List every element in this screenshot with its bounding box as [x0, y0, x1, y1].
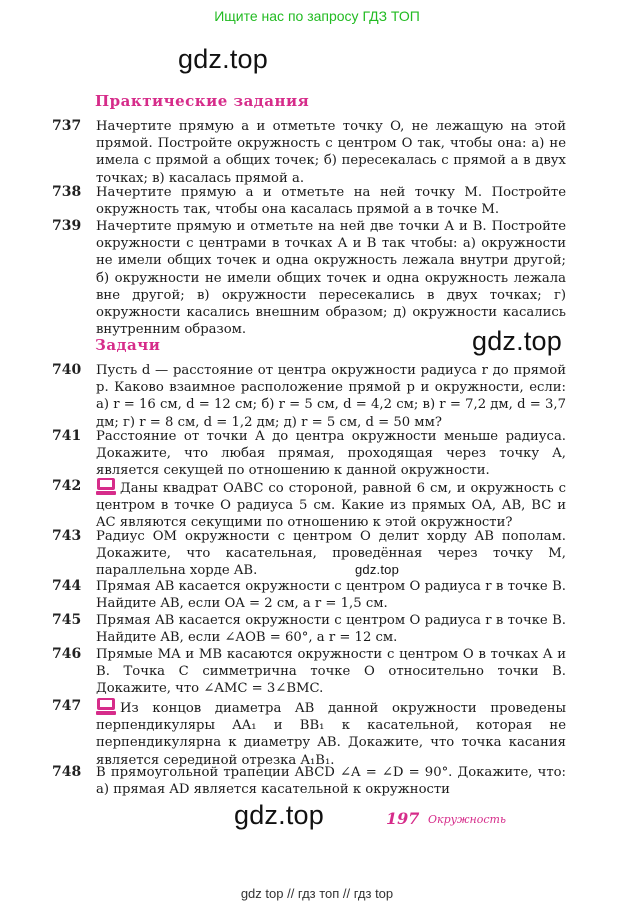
problem-744 — [52, 578, 566, 612]
problem-text: Пусть d — расстояние от центра окружности радиуса r до прямой p. Каково взаимное расположение прямой p и окружности, если: а) r = 16 см, d = 12 см; б) r = 5 см, d = 4,2 см; в) r = 7,2 дм, d = 3,7 дм; г) r = 8 см, d = 1,2 дм; д) r = 5 см, d = 50 мм? — [96, 363, 566, 430]
problem-text: Расстояние от точки A до центра окружности меньше радиуса. Докажите, что любая прямая, проходящая через точку A, является секущей по отношению к данной окружности. — [96, 429, 566, 479]
problem-number: 743 — [52, 528, 82, 544]
problem-741 — [52, 428, 566, 480]
problem-number: 740 — [52, 362, 82, 378]
problem-text: Прямая AB касается окружности с центром O радиуса r в точке B. Найдите AB, если OA = 2 см, а r = 1,5 см. — [96, 579, 566, 612]
problem-number: 737 — [52, 118, 82, 134]
problem-number: 747 — [52, 698, 82, 714]
problem-737 — [52, 118, 566, 187]
section-title-practical: Практические задания — [95, 92, 310, 110]
problem-number: 745 — [52, 612, 82, 628]
problem-number: 744 — [52, 578, 82, 594]
problem-740 — [52, 362, 566, 431]
problem-text: Начертите прямую a и отметьте на ней точку M. Постройте окружность так, чтобы она касалась прямой a в точке M. — [96, 185, 566, 218]
problem-text: Из концов диаметра AB данной окружности проведены перпендикуляры AA₁ и BB₁ к касательной, которая не перпендикулярна к диаметру AB. Докажите, что точка касания является серединой отрезка A₁B₁. — [96, 701, 566, 768]
problem-text: Радиус OM окружности с центром O делит хорду AB пополам. Докажите, что касательная, проведённая через точку M, параллельна хорде AB. — [96, 529, 566, 579]
top-banner: Ищите нас по запросу ГДЗ ТОП — [214, 8, 420, 24]
watermark: gdz.top — [178, 44, 268, 74]
problem-number: 746 — [52, 646, 82, 662]
computer-icon — [96, 698, 116, 716]
problem-739 — [52, 218, 566, 338]
watermark: gdz.top — [355, 562, 400, 577]
problem-text: Прямая AB касается окружности с центром O радиуса r в точке B. Найдите AB, если ∠AOB = 60°, а r = 12 см. — [96, 613, 566, 646]
problem-747 — [52, 698, 566, 769]
problem-number: 748 — [52, 764, 82, 780]
bottom-banner: gdz top // гдз топ // гдз top — [240, 886, 394, 901]
problem-743 — [52, 528, 566, 580]
problem-number: 739 — [52, 218, 82, 234]
problem-738 — [52, 184, 566, 218]
problem-number: 742 — [52, 478, 82, 494]
problem-number: 738 — [52, 184, 82, 200]
computer-icon — [96, 478, 116, 496]
page-number: 197 — [386, 809, 420, 828]
problem-746 — [52, 646, 566, 698]
problem-text: Даны квадрат OABC со стороной, равной 6 см, и окружность с центром в точке O радиуса 5 см. Какие из прямых OA, AB, BC и AC являются секущими по отношению к этой окружности? — [96, 481, 566, 531]
chapter-title: Окружность — [428, 813, 506, 826]
problem-text: Начертите прямую a и отметьте точку O, не лежащую на этой прямой. Постройте окружность с центром O так, чтобы она: а) не имела с прямой a общих точек; б) пересекалась с прямой a в двух точках; в) касалась прямой a. — [96, 119, 566, 186]
problem-number: 741 — [52, 428, 82, 444]
problem-text: Прямые MA и MB касаются окружности с центром O в точках A и B. Точка C симметрична точке O относительно точки B. Докажите, что ∠AMC = 3∠BMC. — [96, 647, 566, 697]
problem-748 — [52, 764, 566, 798]
section-title-tasks: Задачи — [95, 336, 161, 354]
watermark: gdz.top — [234, 800, 324, 830]
problem-text: В прямоугольной трапеции ABCD ∠A = ∠D = 90°. Докажите, что: а) прямая AD является касательной к окружности — [96, 765, 566, 798]
problem-text: Начертите прямую и отметьте на ней две точки A и B. Постройте окружности с центрами в точках A и B так чтобы: а) окружности не имели общих точек и одна окружность лежала внутри другой; б) окружности не имели общих точек и одна окружность лежала вне другой; в) окружности пересекались в двух точках; г) окружности касались внешним образом; д) окружности касались внутренним образом. — [96, 219, 566, 338]
watermark: gdz.top — [472, 326, 562, 356]
problem-745 — [52, 612, 566, 646]
problem-742 — [52, 478, 566, 532]
